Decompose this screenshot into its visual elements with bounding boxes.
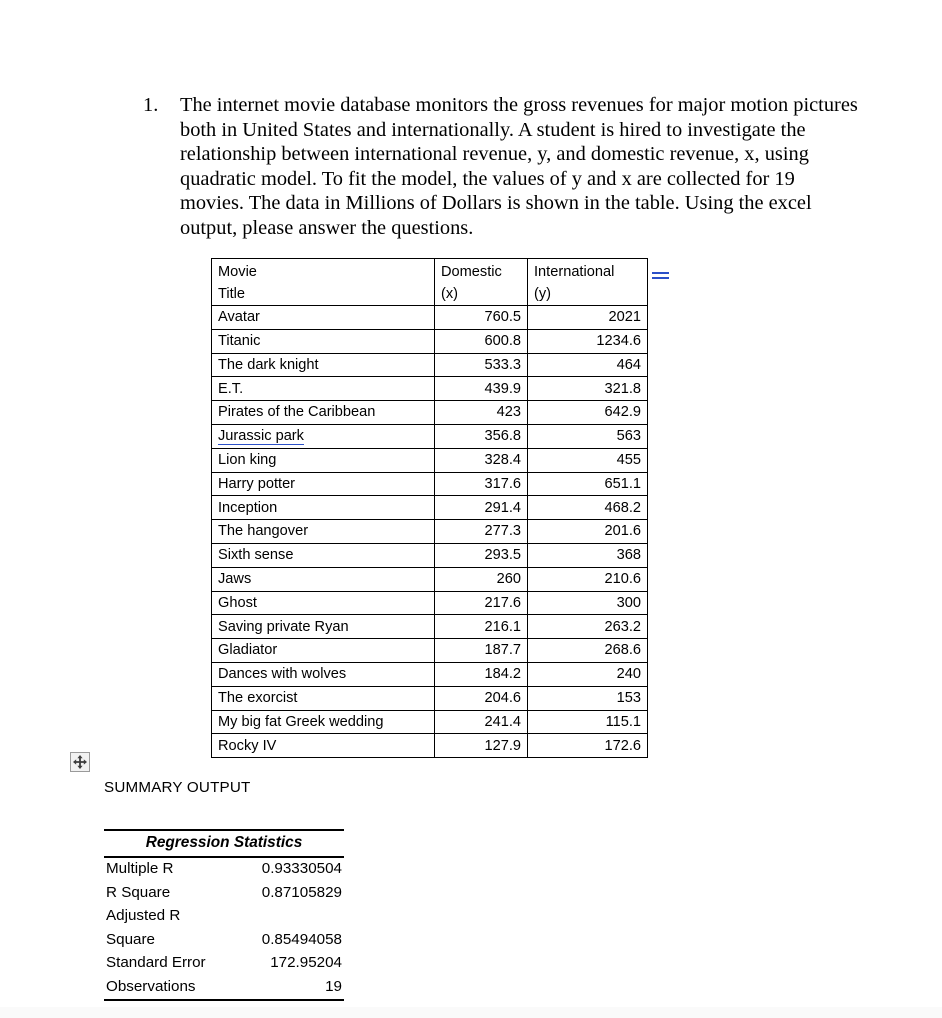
regression-statistics-table: [104, 829, 344, 1001]
cell-domestic-revenue: 127.9: [435, 734, 528, 758]
cell-movie-title: The hangover: [212, 520, 435, 544]
cell-movie-title: Rocky IV: [212, 734, 435, 758]
cell-international-revenue: 1234.6: [528, 329, 648, 353]
cell-domestic-revenue: 204.6: [435, 686, 528, 710]
movie-revenue-table: [211, 258, 648, 758]
table-header-row: [212, 259, 648, 306]
grammar-mark-line-bottom: [652, 277, 669, 279]
regression-stat-row: [104, 882, 344, 906]
cell-domestic-revenue: 277.3: [435, 520, 528, 544]
header-domestic: [435, 259, 528, 306]
cell-domestic-revenue: 260: [435, 567, 528, 591]
regression-stat-label: Square: [106, 930, 155, 948]
movie-revenue-table-body: [212, 259, 648, 758]
page-bottom-edge: [0, 1007, 942, 1018]
table-row: [212, 306, 648, 330]
regression-stat-label: Observations: [104, 976, 224, 1001]
cell-movie-title: E.T.: [212, 377, 435, 401]
cell-domestic-revenue: 439.9: [435, 377, 528, 401]
header-international-line2: (y): [534, 285, 552, 302]
cell-movie-title: The dark knight: [212, 353, 435, 377]
cell-international-revenue: 240: [528, 662, 648, 686]
regression-stat-row: [104, 905, 344, 929]
regression-stat-label: Standard Error: [106, 954, 206, 972]
table-row: [212, 639, 648, 663]
cell-domestic-revenue: 317.6: [435, 472, 528, 496]
question-number: 1.: [143, 94, 159, 116]
table-row: [212, 329, 648, 353]
table-row: [212, 520, 648, 544]
cell-movie-title: Lion king: [212, 448, 435, 472]
cell-domestic-revenue: 533.3: [435, 353, 528, 377]
table-row: [212, 567, 648, 591]
regression-stat-row: [104, 976, 344, 1001]
cell-movie-title: Avatar: [212, 306, 435, 330]
cell-domestic-revenue: 187.7: [435, 639, 528, 663]
cell-domestic-revenue: 356.8: [435, 424, 528, 448]
regression-stat-value: 0.87105829: [261, 883, 342, 901]
summary-output-title: SUMMARY OUTPUT: [104, 779, 251, 796]
table-row: [212, 472, 648, 496]
cell-international-revenue: 153: [528, 686, 648, 710]
cell-international-revenue: 468.2: [528, 496, 648, 520]
grammar-mark-icon: [652, 272, 669, 279]
table-row: [212, 543, 648, 567]
table-row: [212, 401, 648, 425]
table-row: [212, 662, 648, 686]
cell-domestic-revenue: 293.5: [435, 543, 528, 567]
cell-movie-title: Saving private Ryan: [212, 615, 435, 639]
regression-heading: Regression Statistics: [104, 830, 344, 857]
cell-movie-title: Harry potter: [212, 472, 435, 496]
cell-international-revenue: 172.6: [528, 734, 648, 758]
cell-international-revenue: 651.1: [528, 472, 648, 496]
cell-movie-title: Dances with wolves: [212, 662, 435, 686]
cell-movie-title: The exorcist: [212, 686, 435, 710]
regression-stat-row: [104, 929, 344, 953]
cell-international-revenue: 300: [528, 591, 648, 615]
regression-stat-value: 19: [224, 976, 344, 1001]
table-row: [212, 353, 648, 377]
cell-domestic-revenue: 423: [435, 401, 528, 425]
header-movie-line2: Title: [218, 285, 246, 302]
regression-stat-value-spacer: [224, 905, 344, 929]
cell-movie-title: Titanic: [212, 329, 435, 353]
cell-international-revenue: 115.1: [528, 710, 648, 734]
cell-domestic-revenue: 216.1: [435, 615, 528, 639]
table-row: [212, 710, 648, 734]
table-row: [212, 424, 648, 448]
cell-domestic-revenue: 184.2: [435, 662, 528, 686]
cell-international-revenue: 2021: [528, 306, 648, 330]
cell-international-revenue: 368: [528, 543, 648, 567]
grammar-mark-line-top: [652, 272, 669, 274]
regression-stat-label: R Square: [106, 883, 171, 901]
header-domestic-line1: Domestic: [441, 264, 502, 280]
cell-domestic-revenue: 600.8: [435, 329, 528, 353]
cell-movie-title: My big fat Greek wedding: [212, 710, 435, 734]
cell-international-revenue: 464: [528, 353, 648, 377]
regression-statistics-body: [104, 830, 344, 1000]
regression-stat-label: Adjusted R: [106, 907, 181, 925]
cell-international-revenue: 563: [528, 424, 648, 448]
header-movie-line1: Movie: [218, 264, 257, 280]
regression-stat-row: [104, 857, 344, 882]
cell-domestic-revenue: 291.4: [435, 496, 528, 520]
cell-movie-title: Inception: [212, 496, 435, 520]
cell-international-revenue: 455: [528, 448, 648, 472]
cell-movie-title: [212, 424, 435, 448]
cell-domestic-revenue: 217.6: [435, 591, 528, 615]
cell-international-revenue: 210.6: [528, 567, 648, 591]
table-move-handle-icon[interactable]: [70, 752, 90, 772]
table-row: [212, 615, 648, 639]
question-text: The internet movie database monitors the gross revenues for major motion pictures both in United States and internationally. A student is hired to investigate the relationship between international revenue, y, and domestic revenue, x, using quadratic model. To fit the model, the values of y and x are collected for 19 movies. The data in Millions of Dollars is shown in the table. Using the excel output, please answer the questions.: [180, 94, 858, 239]
cell-movie-title: Jaws: [212, 567, 435, 591]
table-row: [212, 377, 648, 401]
cell-international-revenue: 263.2: [528, 615, 648, 639]
regression-stat-row: [104, 952, 344, 976]
cell-international-revenue: 268.6: [528, 639, 648, 663]
header-international: [528, 259, 648, 306]
cell-movie-title: Pirates of the Caribbean: [212, 401, 435, 425]
regression-heading-row: [104, 830, 344, 857]
regression-stat-value: 0.85494058: [261, 930, 342, 948]
regression-stat-value: 172.95204: [270, 954, 342, 972]
regression-stat-label: Multiple R: [106, 860, 174, 878]
cell-movie-title: Ghost: [212, 591, 435, 615]
cell-movie-title: Sixth sense: [212, 543, 435, 567]
header-international-line1: International: [534, 264, 615, 280]
cell-domestic-revenue: 241.4: [435, 710, 528, 734]
header-movie-title: [212, 259, 435, 306]
table-row: [212, 734, 648, 758]
table-row: [212, 686, 648, 710]
cell-domestic-revenue: 760.5: [435, 306, 528, 330]
table-row: [212, 591, 648, 615]
question-block: [143, 93, 860, 241]
regression-stat-value: 0.93330504: [261, 860, 342, 878]
cell-international-revenue: 321.8: [528, 377, 648, 401]
header-domestic-line2: (x): [441, 285, 459, 302]
cell-international-revenue: 201.6: [528, 520, 648, 544]
table-row: [212, 496, 648, 520]
spellcheck-underline: Jurassic park: [218, 427, 304, 444]
cell-international-revenue: 642.9: [528, 401, 648, 425]
table-row: [212, 448, 648, 472]
cell-domestic-revenue: 328.4: [435, 448, 528, 472]
cell-movie-title: Gladiator: [212, 639, 435, 663]
